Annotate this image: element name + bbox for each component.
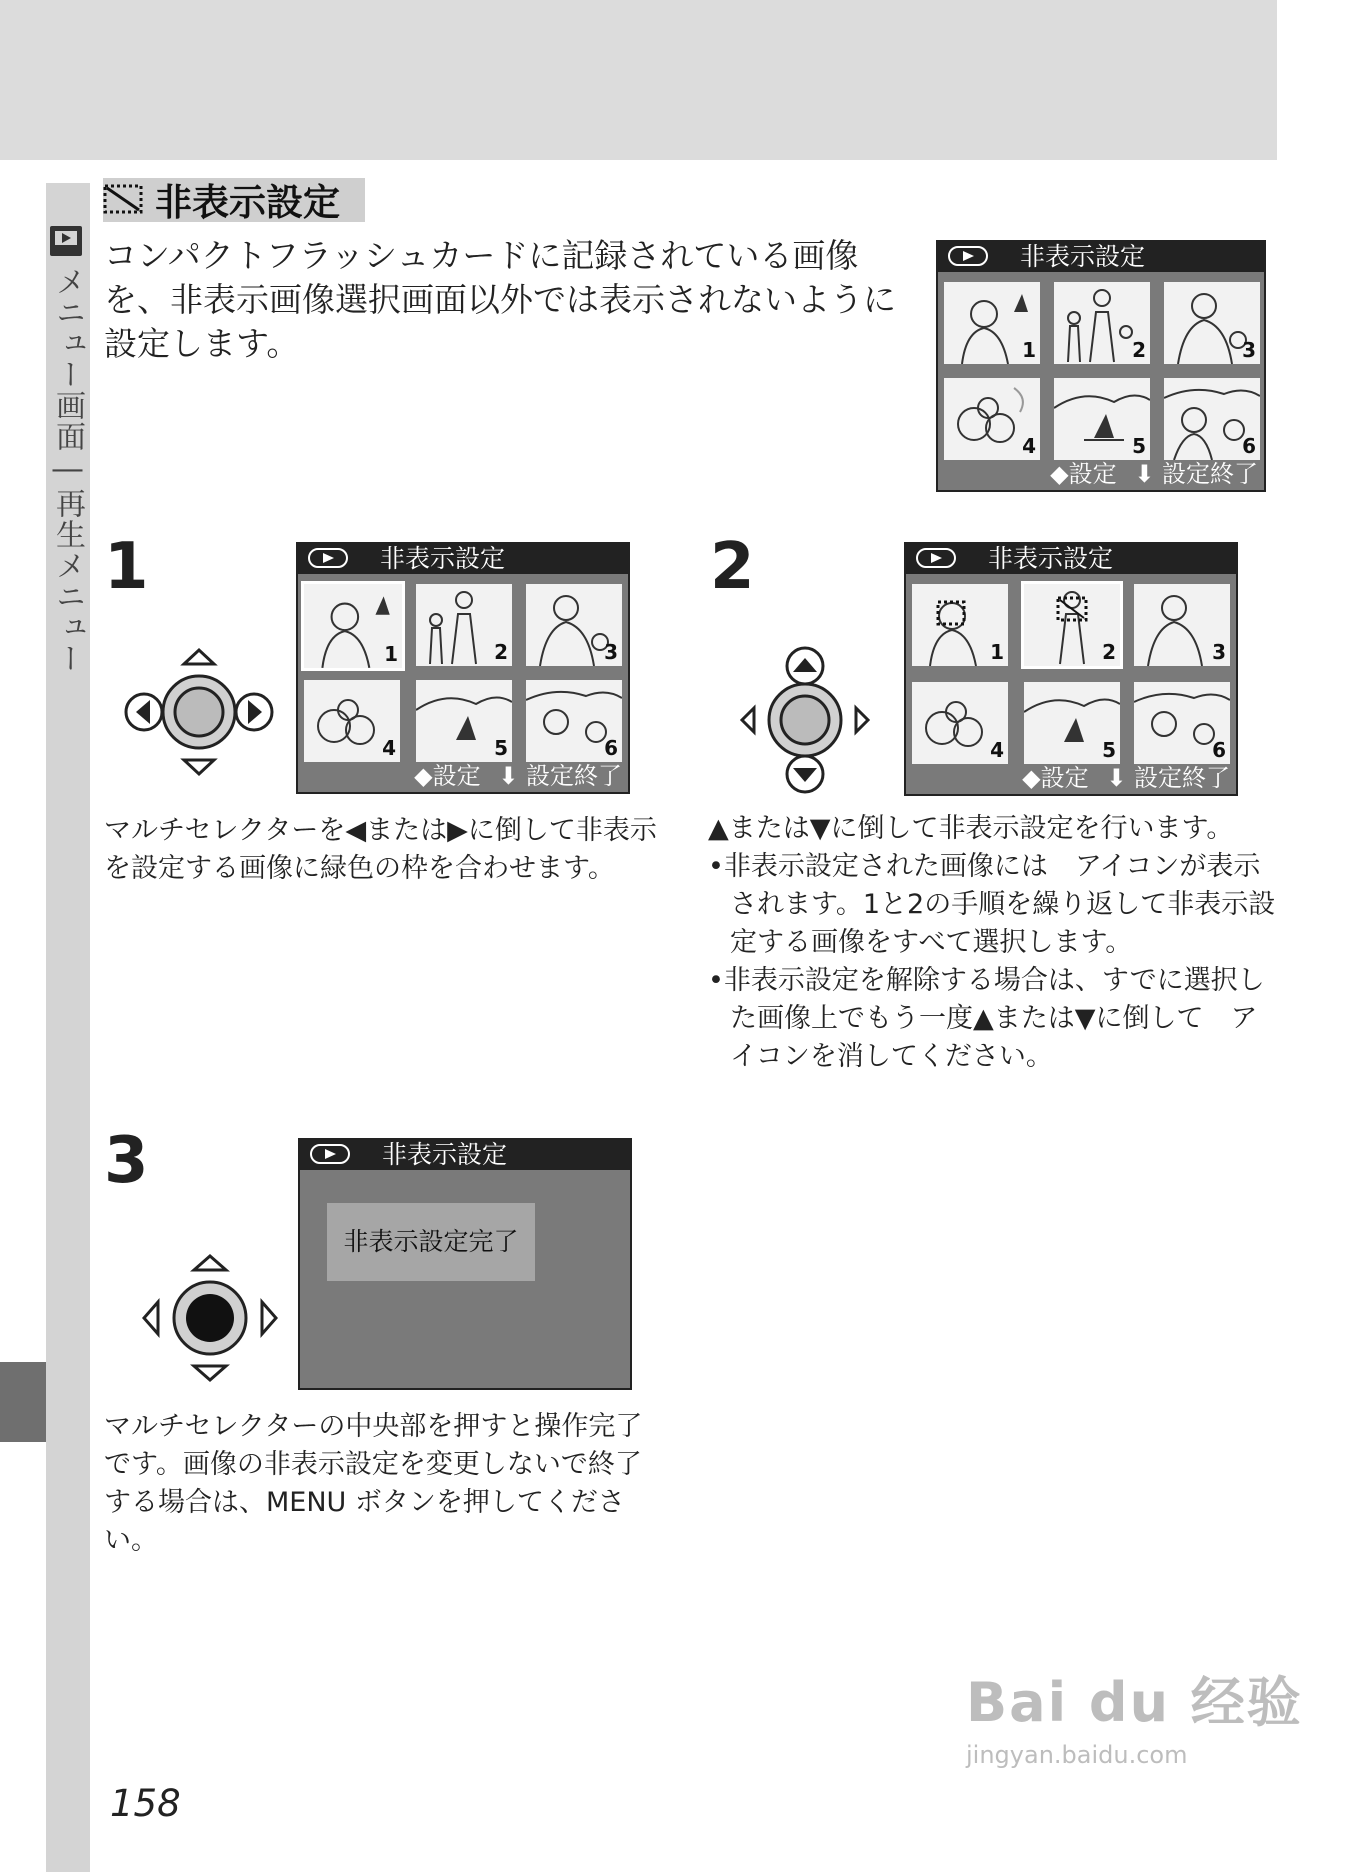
- thumbnail-number: 2: [1102, 640, 1116, 664]
- thumbnail-3: [1134, 584, 1230, 666]
- confirm-icon: ⬇: [1134, 460, 1155, 488]
- intro-paragraph: コンパクトフラッシュカードに記録されている画像を、非表示画像選択画面以外では表示されないように設定します。: [104, 236, 896, 363]
- step-2-number: 2: [710, 530, 755, 604]
- thumbnail-number: 1: [1022, 338, 1036, 362]
- thumbnail-3: [526, 584, 622, 666]
- baidu-watermark: [966, 1660, 1303, 1769]
- hidden-image-icon: [103, 183, 145, 215]
- footer-set-label: ◆設定: [1022, 764, 1089, 792]
- thumbnail-1: [944, 282, 1040, 364]
- thumbnail-number: 6: [604, 736, 618, 760]
- step-2-screen: [904, 542, 1238, 796]
- chapter-label: メニュー画面―再生メニュー: [50, 266, 85, 674]
- step-1-text: マルチセレクターを◀または▶に倒して非表示を設定する画像に緑色の枠を合わせます。: [104, 815, 657, 884]
- screen-header: [906, 544, 1236, 574]
- thumbnail-2: [416, 584, 512, 666]
- thumbnail-5: [416, 680, 512, 762]
- thumbnail-number: 4: [1022, 434, 1036, 458]
- thumbnail-number: 6: [1212, 738, 1226, 762]
- screen-footer: [1050, 460, 1258, 488]
- thumbnail-4: [912, 682, 1008, 764]
- thumbnail-6: [526, 680, 622, 762]
- thumbnail-number: 5: [1132, 434, 1146, 458]
- screen-header-title: 非表示設定: [988, 544, 1114, 573]
- screen-footer: [1022, 764, 1230, 792]
- thumbnail-number: 2: [494, 640, 508, 664]
- multi-selector-left-right-icon: [124, 644, 274, 780]
- section-title-row: [103, 176, 340, 222]
- section-title: 非表示設定: [155, 181, 340, 224]
- footer-done-label: 設定終了: [1134, 764, 1230, 792]
- screen-header-title: 非表示設定: [382, 1140, 508, 1169]
- chapter-tab-marker: [0, 1362, 46, 1442]
- screen-header: [298, 544, 628, 574]
- thumbnail-4: [304, 680, 400, 762]
- thumbnail-1-hidden: [912, 584, 1008, 666]
- step-1-screen: [296, 542, 630, 794]
- thumbnail-number: 4: [990, 738, 1004, 762]
- screen-header-title: 非表示設定: [1020, 242, 1146, 271]
- thumbnail-number: 2: [1132, 338, 1146, 362]
- playback-menu-icon: [50, 226, 82, 256]
- confirm-icon: ⬇: [1106, 764, 1127, 792]
- thumbnail-2: [1054, 282, 1150, 364]
- step-3-screen: [298, 1138, 632, 1390]
- playback-badge-icon: [948, 246, 988, 266]
- thumbnail-number: 3: [1212, 640, 1226, 664]
- playback-badge-icon: [916, 548, 956, 568]
- top-margin-band: [0, 0, 1277, 160]
- thumbnail-6: [1134, 682, 1230, 764]
- screen-header-title: 非表示設定: [380, 544, 506, 573]
- step-1-number: 1: [104, 530, 149, 604]
- confirm-icon: ⬇: [498, 762, 519, 790]
- playback-badge-icon: [310, 1144, 350, 1164]
- multi-selector-up-down-icon: [740, 646, 870, 794]
- screen-footer: [414, 762, 622, 790]
- screen-header: [938, 242, 1264, 272]
- watermark-main-text: Bai du 经验: [966, 1671, 1303, 1734]
- footer-done-label: 設定終了: [526, 762, 622, 790]
- thumbnail-number: 1: [384, 642, 398, 666]
- step-3-number: 3: [104, 1124, 149, 1198]
- thumbnail-number: 5: [1102, 738, 1116, 762]
- completion-message: 非表示設定完了: [327, 1203, 535, 1281]
- thumbnail-2-hidden: [1024, 584, 1120, 666]
- thumbnail-number: 6: [1242, 434, 1256, 458]
- playback-badge-icon: [308, 548, 348, 568]
- step-2-bullet-1: •非表示設定された画像には アイコンが表示されます。1と2の手順を繰り返して非表示設定する画像をすべて選択します。: [708, 851, 1276, 958]
- footer-set-label: ◆設定: [1050, 460, 1117, 488]
- thumbnail-5: [1024, 682, 1120, 764]
- multi-selector-center-icon: [140, 1250, 280, 1386]
- thumbnail-number: 1: [990, 640, 1004, 664]
- thumbnail-number: 5: [494, 736, 508, 760]
- page-number: 158: [110, 1782, 181, 1825]
- thumbnail-5: [1054, 378, 1150, 460]
- step-2-text-block: [708, 810, 1278, 1076]
- thumbnail-3: [1164, 282, 1260, 364]
- watermark-url: jingyan.baidu.com: [966, 1741, 1188, 1769]
- footer-set-label: ◆設定: [414, 762, 481, 790]
- thumbnail-number: 3: [1242, 338, 1256, 362]
- step-2-bullet-2: •非表示設定を解除する場合は、すでに選択した画像上でもう一度▲または▼に倒して アイコンを消してください。: [708, 965, 1265, 1072]
- thumbnail-number: 4: [382, 736, 396, 760]
- step-3-text: マルチセレクターの中央部を押すと操作完了です。画像の非表示設定を変更しないで終了する場合は、MENU ボタンを押してください。: [104, 1411, 643, 1556]
- step-2-main-text: ▲または▼に倒して非表示設定を行います。: [708, 813, 1234, 844]
- footer-done-label: 設定終了: [1162, 460, 1258, 488]
- screen-header: [300, 1140, 630, 1170]
- thumbnail-1-selected: [304, 584, 402, 668]
- thumbnail-6: [1164, 378, 1260, 460]
- thumbnail-4: [944, 378, 1040, 460]
- hidden-select-screen-top: [936, 240, 1266, 492]
- thumbnail-number: 3: [604, 640, 618, 664]
